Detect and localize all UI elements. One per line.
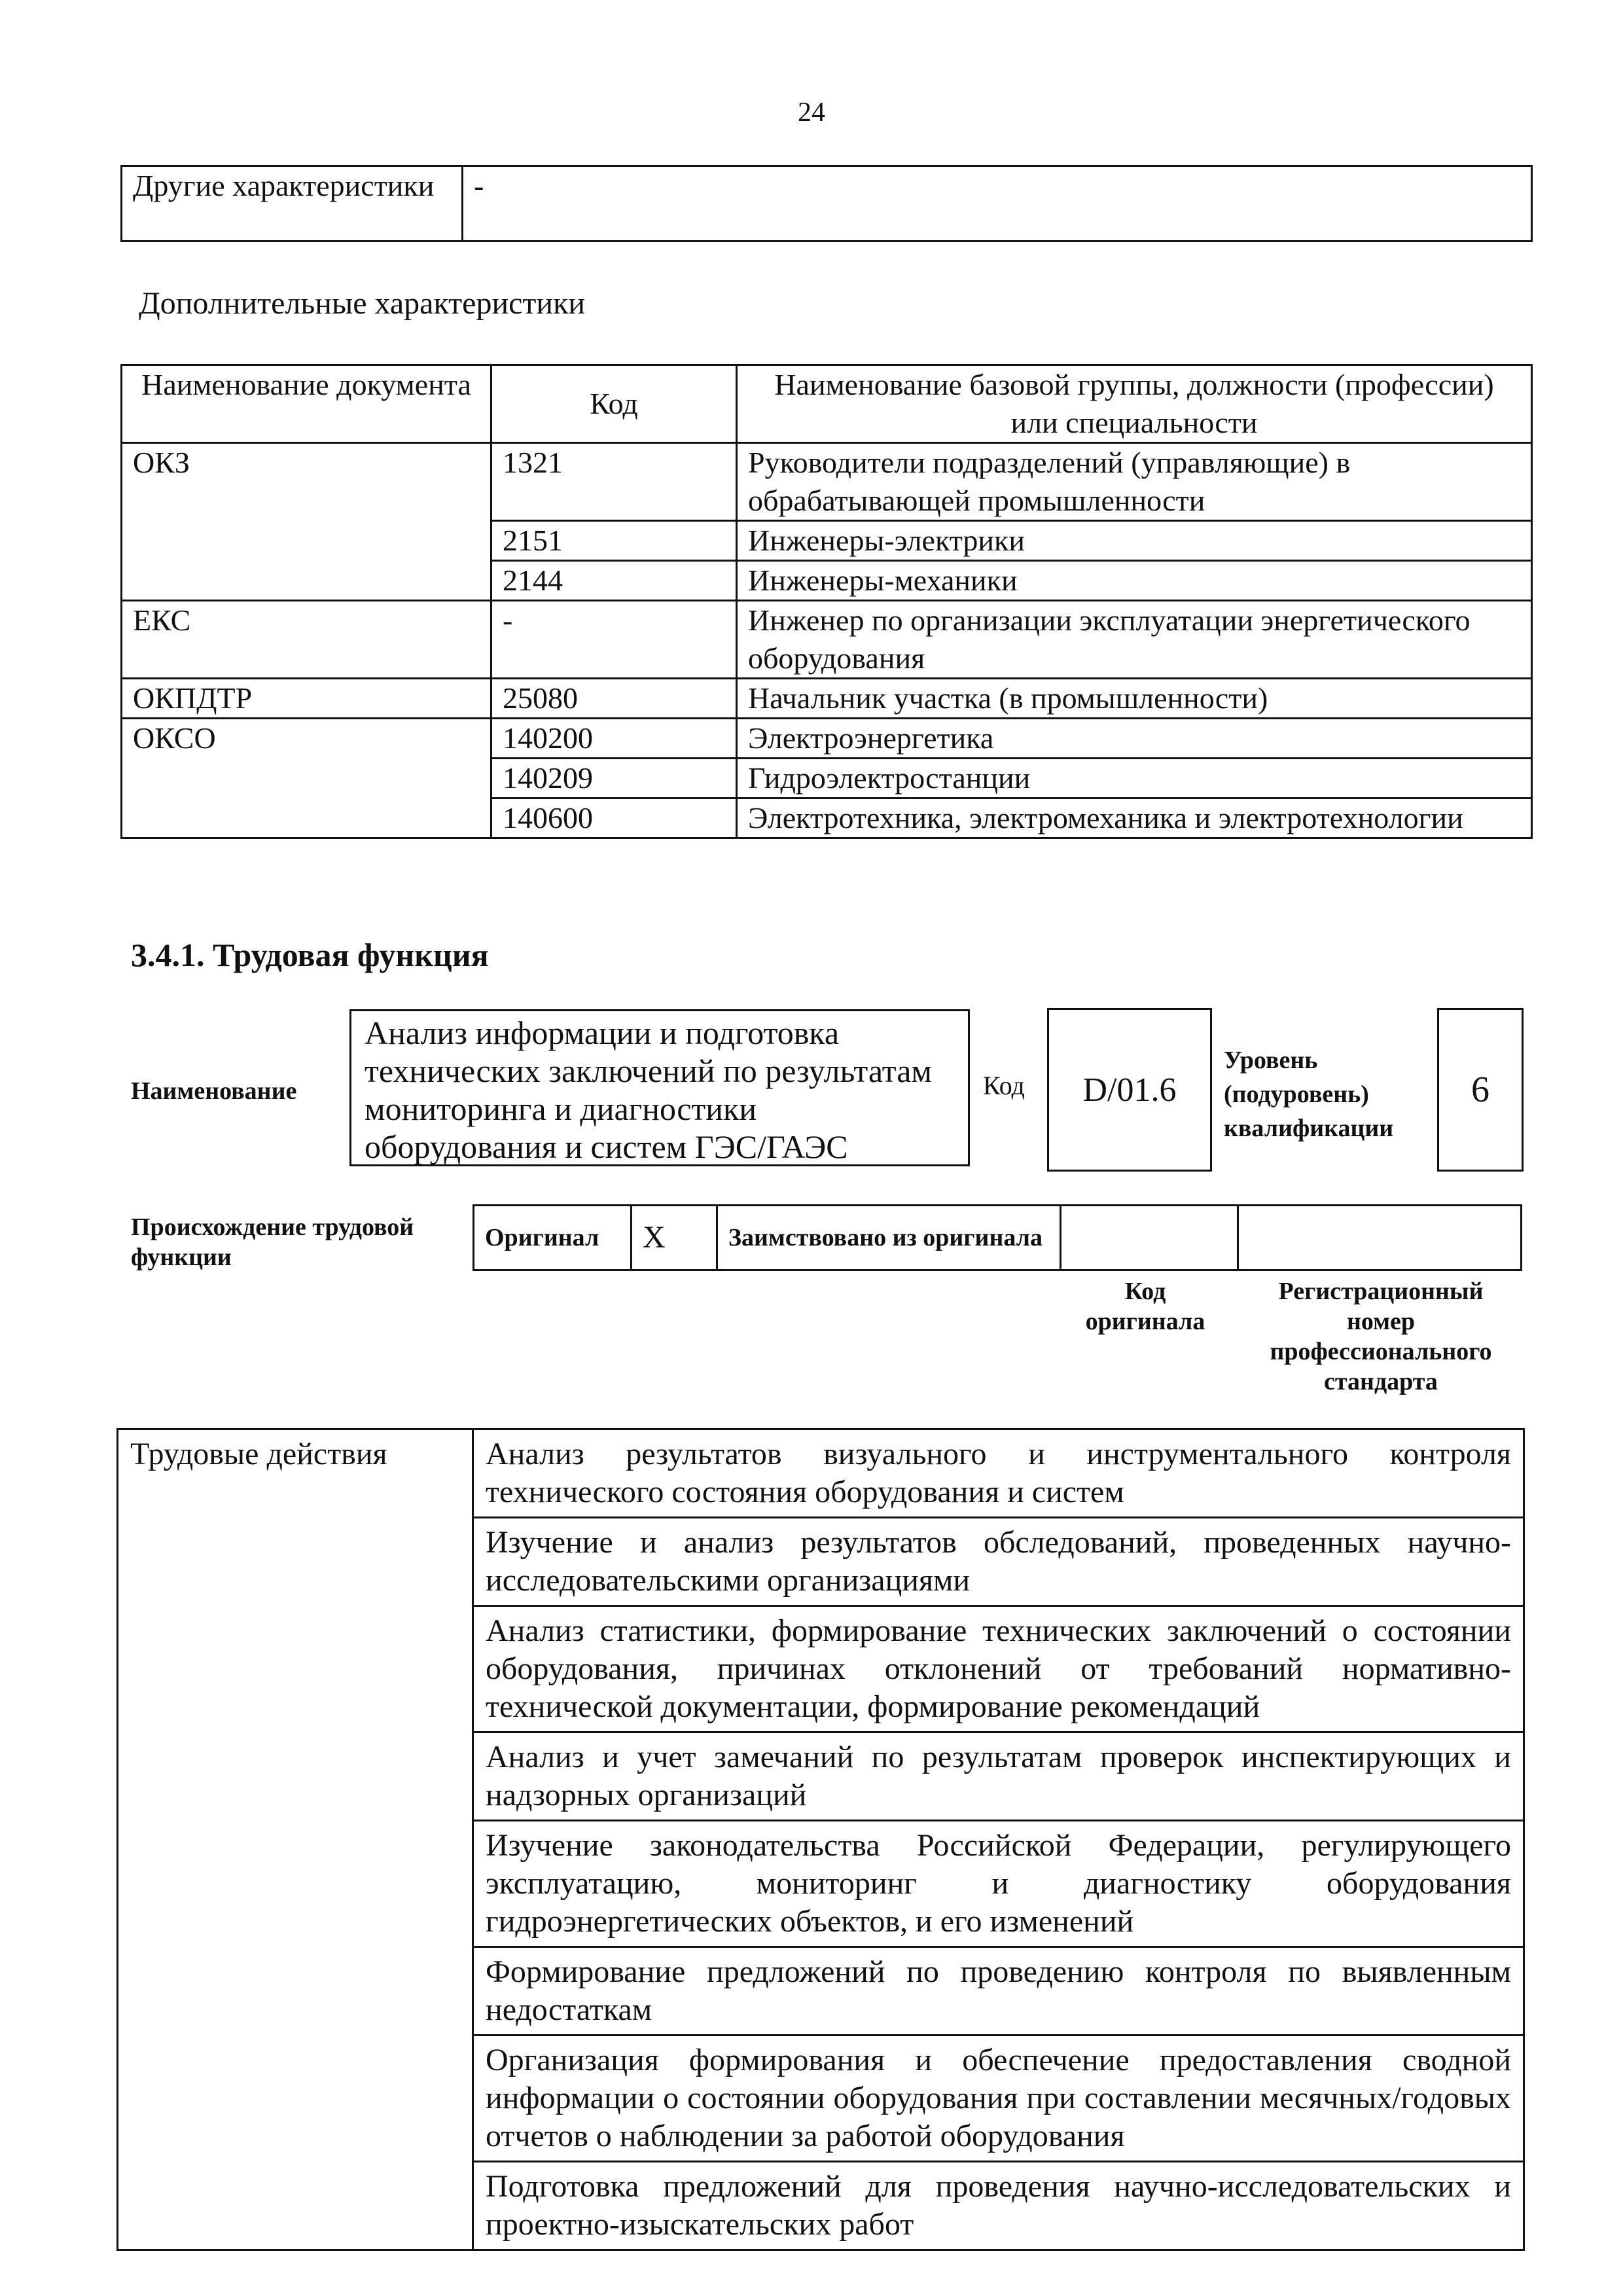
qualification-level-label: Уровень (подуровень) квалификации: [1224, 1047, 1394, 1142]
table-header-row: [122, 365, 1532, 443]
function-code-box: D/01.6: [1047, 1008, 1212, 1172]
other-characteristics-label: Другие характеристики: [122, 166, 463, 242]
other-characteristics-value: -: [463, 166, 1532, 242]
code-cell: -: [491, 601, 737, 679]
name-cell: Гидроэлектростанции: [737, 759, 1532, 798]
name-cell: Руководители подразделений (управляющие) в обрабатывающей промышленности: [737, 443, 1532, 521]
header-group-name: Наименование базовой группы, должности (профессии) или специальности: [737, 365, 1532, 443]
name-cell: Инженеры-механики: [737, 561, 1532, 601]
function-name-label: Наименование: [131, 1077, 297, 1105]
list-item: Анализ результатов визуального и инструментального контроля технического состояния оборудования и систем: [473, 1429, 1524, 1518]
code-cell: 140600: [491, 798, 737, 838]
name-cell: Электроэнергетика: [737, 719, 1532, 759]
name-cell: Инженеры-электрики: [737, 521, 1532, 561]
doc-cell: ОКЗ: [122, 443, 491, 601]
qualification-level-box: 6: [1437, 1008, 1524, 1172]
list-item: Подготовка предложений для проведения научно-исследовательских и проектно-изыскательских работ: [473, 2162, 1524, 2250]
list-item: Организация формирования и обеспечение предоставления сводной информации о состоянии оборудования при составлении месячных/годовых отчетов о наблюдении за работой оборудования: [473, 2036, 1524, 2162]
code-cell: 25080: [491, 679, 737, 719]
name-cell: Начальник участка (в промышленности): [737, 679, 1532, 719]
function-name-box: Анализ информации и подготовка технических заключений по результатам мониторинга и диагностики оборудования и систем ГЭС/ГАЭС: [349, 1009, 970, 1166]
other-characteristics-table: [120, 165, 1533, 242]
header-document: Наименование документа: [122, 365, 491, 443]
table-row: [122, 601, 1532, 679]
header-code: Код: [491, 365, 737, 443]
list-item: Изучение законодательства Российской Федерации, регулирующего эксплуатацию, мониторинг и диагностику оборудования гидроэнергетических объектов, и его изменений: [473, 1821, 1524, 1947]
original-code-cell: [1061, 1206, 1238, 1270]
original-mark: X: [632, 1206, 717, 1270]
original-label: Оригинал: [474, 1206, 632, 1270]
code-cell: 1321: [491, 443, 737, 521]
doc-cell: ЕКС: [122, 601, 491, 679]
name-cell: Электротехника, электромеханика и электротехнологии: [737, 798, 1532, 838]
original-code-caption: Код оригинала: [1085, 1278, 1205, 1335]
function-code-label: Код: [983, 1071, 1025, 1100]
registration-number-caption: Регистрационный номер профессионального стандарта: [1270, 1278, 1492, 1395]
table-row: [122, 443, 1532, 521]
registration-number-cell: [1238, 1206, 1522, 1270]
code-cell: 2144: [491, 561, 737, 601]
function-origin-table: [473, 1204, 1522, 1271]
labor-actions-table: [116, 1428, 1525, 2251]
function-origin-label: Происхождение трудовой функции: [131, 1213, 414, 1271]
doc-cell: ОКСО: [122, 719, 491, 838]
code-cell: 2151: [491, 521, 737, 561]
table-row: [122, 719, 1532, 759]
name-cell: Инженер по организации эксплуатации энергетического оборудования: [737, 601, 1532, 679]
list-item: Изучение и анализ результатов обследований, проведенных научно-исследовательскими организациями: [473, 1518, 1524, 1606]
table-row: [122, 679, 1532, 719]
doc-cell: ОКПДТР: [122, 679, 491, 719]
labor-function-title: 3.4.1. Трудовая функция: [131, 937, 489, 973]
list-item: Анализ и учет замечаний по результатам проверок инспектирующих и надзорных организаций: [473, 1732, 1524, 1821]
code-cell: 140209: [491, 759, 737, 798]
code-cell: 140200: [491, 719, 737, 759]
list-item: Анализ статистики, формирование технических заключений о состоянии оборудования, причинах отклонений от требований нормативно-технической документации, формирование рекомендаций: [473, 1606, 1524, 1732]
list-item: Формирование предложений по проведению контроля по выявленным недостаткам: [473, 1947, 1524, 2036]
additional-characteristics-table: [120, 364, 1533, 839]
additional-characteristics-heading: Дополнительные характеристики: [139, 286, 586, 321]
page-number: 24: [798, 98, 825, 128]
labor-actions-label: Трудовые действия: [118, 1429, 473, 2250]
borrowed-label: Заимствовано из оригинала: [717, 1206, 1061, 1270]
